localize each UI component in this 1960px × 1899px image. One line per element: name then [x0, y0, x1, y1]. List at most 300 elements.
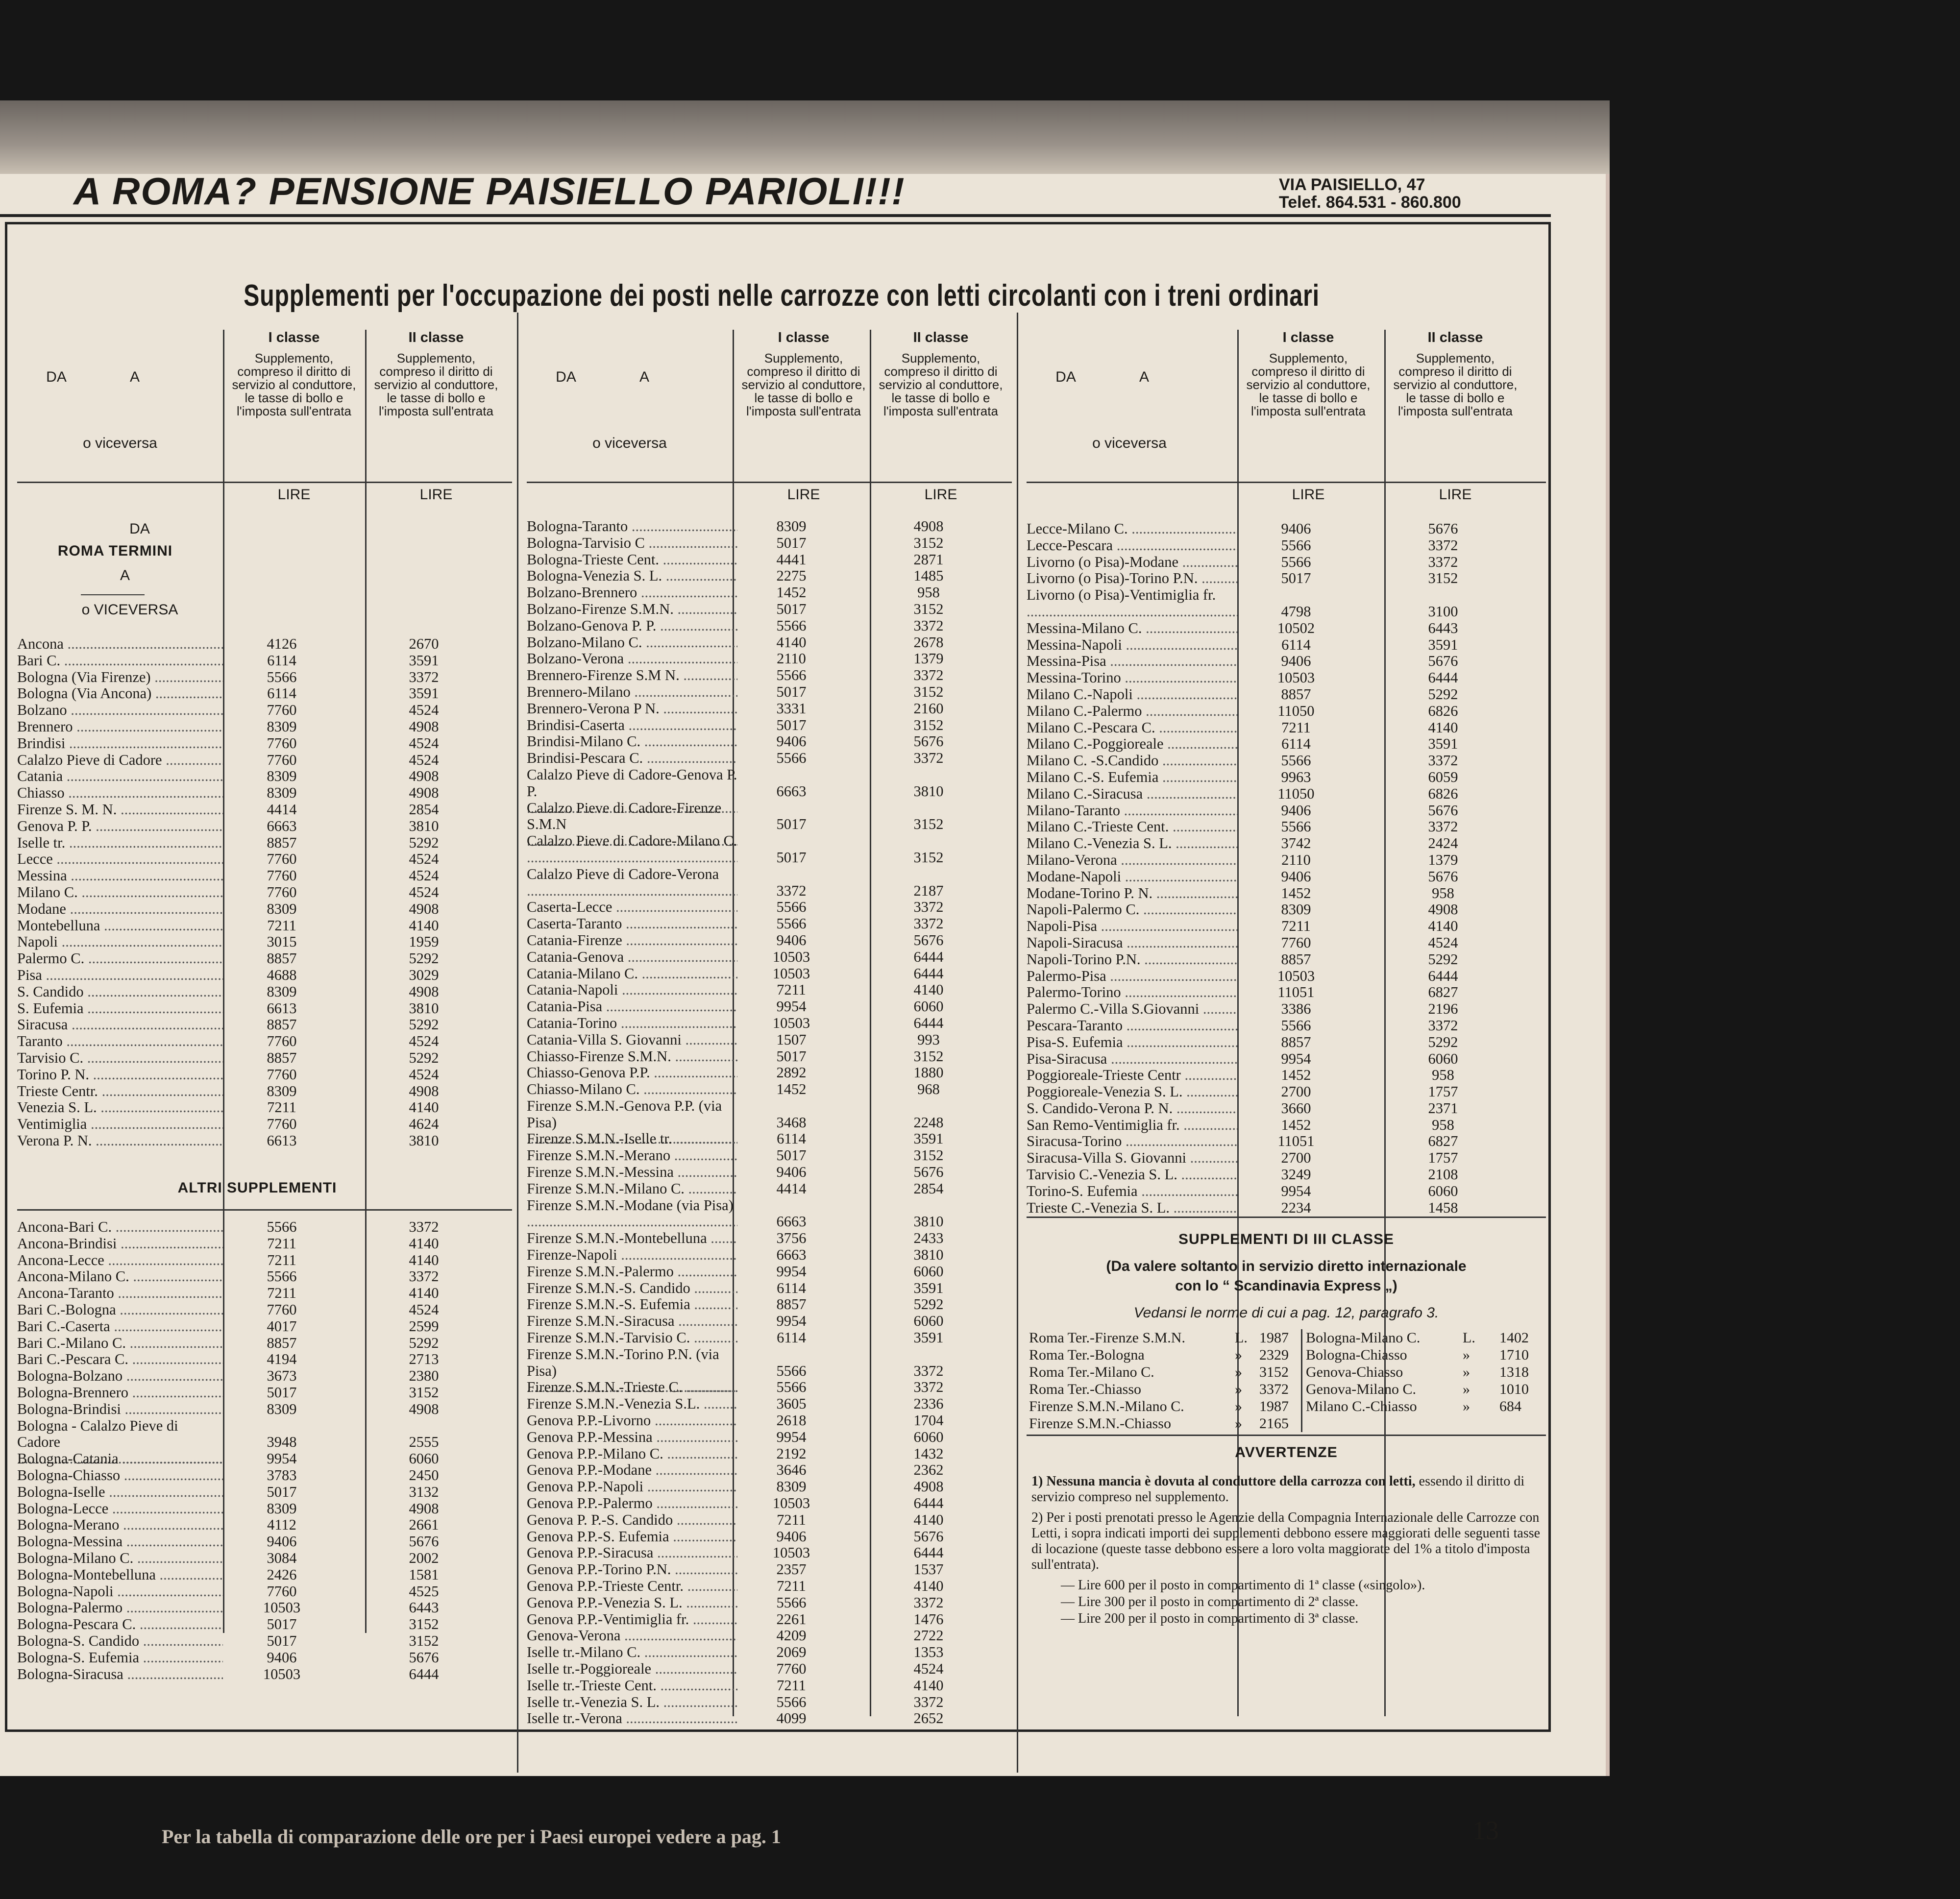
first-class-value: 3605 — [776, 1395, 807, 1412]
table-row — [17, 1116, 512, 1133]
route-name: San Remo-Ventimiglia fr. ..... — [1027, 1117, 1237, 1134]
table-row — [17, 1302, 512, 1318]
first-class-value: 8309 — [267, 768, 297, 785]
route-name: Napoli-Siracusa ..... — [1027, 935, 1237, 951]
table-row — [527, 518, 1012, 535]
route-name: Genova P.P.-Trieste Centr. ..... — [527, 1578, 737, 1595]
second-class-value: 5292 — [409, 1016, 439, 1033]
table-column-2 — [527, 518, 1012, 1727]
roma-rule — [81, 594, 145, 595]
currency: » — [1235, 1364, 1242, 1380]
table-row — [527, 1330, 1012, 1346]
table-row — [17, 1650, 512, 1666]
column-divider — [1017, 313, 1018, 1773]
second-class-value: 4908 — [913, 518, 944, 535]
route-name: Verona P. N. ..... — [17, 1133, 223, 1149]
table-row — [17, 1285, 512, 1302]
first-class-value: 11050 — [1277, 785, 1315, 802]
table-row — [527, 982, 1012, 998]
route-name: Iselle tr. ..... — [17, 835, 223, 852]
second-class-value: 3372 — [1428, 536, 1458, 554]
first-class-value: 4209 — [776, 1627, 807, 1644]
table-row — [1027, 1117, 1546, 1134]
first-class-value: 7211 — [1281, 719, 1311, 736]
header-da: DA — [556, 369, 576, 385]
second-class-value: 3591 — [1428, 735, 1458, 753]
table-row — [527, 1396, 1012, 1412]
table-row — [527, 1661, 1012, 1678]
warnings-body — [1031, 1474, 1541, 1628]
second-class-value: 958 — [1432, 884, 1454, 901]
third-class-value: 1710 — [1499, 1347, 1529, 1363]
table-row — [17, 1550, 512, 1567]
table-row — [527, 584, 1012, 601]
third-class-title: SUPPLEMENTI DI III CLASSE — [1178, 1231, 1395, 1247]
first-class-value: 5017 — [776, 534, 807, 551]
roma-termini: ROMA TERMINI — [57, 543, 173, 559]
first-class-value: 5566 — [776, 1594, 807, 1611]
second-class-value: 3810 — [913, 1246, 944, 1264]
second-class-value: 3372 — [913, 1594, 944, 1611]
first-class-value: 9406 — [776, 1528, 807, 1545]
header-a: A — [1139, 369, 1149, 385]
route-name: Milano C. ..... — [17, 884, 223, 901]
header-supplement-text-2: Supplemento, compreso il diritto di servizio al conduttore, le tasse di bollo e l'imposta sull'entrata — [374, 351, 498, 418]
route-name: Bologna-Trieste Cent. ..... — [527, 552, 737, 568]
second-class-value: 4140 — [913, 1677, 944, 1694]
table-row — [17, 1335, 512, 1352]
second-class-value: 3372 — [913, 667, 944, 684]
second-class-value: 3372 — [409, 1268, 439, 1285]
first-class-value: 5017 — [267, 1616, 297, 1633]
route-name: Iselle tr.-Venezia S. L. ..... — [527, 1694, 737, 1711]
route-name: Messina-Milano C. ..... — [1027, 620, 1237, 637]
first-class-value: 8309 — [267, 718, 297, 735]
table-row — [527, 1578, 1012, 1595]
second-class-value: 1880 — [913, 1064, 944, 1081]
third-class-row — [1029, 1346, 1298, 1363]
table-row — [1027, 554, 1546, 571]
second-class-value: 4140 — [409, 1285, 439, 1302]
route-name: Bologna-Milano C. — [1306, 1330, 1421, 1346]
route-name: Roma Ter.-Firenze S.M.N. — [1029, 1330, 1185, 1346]
route-name: Bologna-Bolzano ..... — [17, 1368, 223, 1385]
currency: » — [1463, 1347, 1470, 1363]
table-row — [527, 1081, 1012, 1098]
altri-table — [17, 1219, 512, 1682]
first-class-value: 9954 — [1281, 1050, 1311, 1067]
second-class-value: 4140 — [913, 1511, 944, 1528]
header-lire-2: LIRE — [1439, 487, 1472, 503]
second-class-value: 4524 — [409, 1033, 439, 1050]
second-class-value: 4524 — [409, 751, 439, 768]
route-name: Lecce-Pescara ..... — [1027, 537, 1237, 554]
route-name: Bologna-Brennero ..... — [17, 1385, 223, 1401]
table-row — [1027, 885, 1546, 902]
first-class-value: 6663 — [776, 782, 807, 800]
currency: » — [1463, 1398, 1470, 1414]
second-class-value: 2854 — [409, 801, 439, 818]
roma-da: DA — [129, 521, 150, 537]
second-class-value: 4140 — [913, 1578, 944, 1594]
second-class-value: 1485 — [913, 567, 944, 584]
route-name: Napoli ..... — [17, 934, 223, 950]
route-name: Trieste Centr. ..... — [17, 1083, 223, 1100]
second-class-value: 3591 — [1428, 636, 1458, 653]
first-class-value: 2110 — [1281, 851, 1311, 868]
second-class-value: 4908 — [409, 768, 439, 785]
route-name: Genova P. P.-S. Candido ..... — [527, 1512, 737, 1529]
second-class-value: 2854 — [913, 1180, 944, 1197]
first-class-value: 5566 — [776, 1362, 807, 1379]
first-class-value: 5566 — [267, 668, 297, 685]
table-row — [17, 1083, 512, 1100]
second-class-value: 2678 — [913, 633, 944, 651]
first-class-value: 4798 — [1281, 603, 1311, 620]
second-class-value: 6060 — [409, 1450, 439, 1467]
second-class-value: 4524 — [409, 867, 439, 884]
route-name: Firenze S.M.N.-Siracusa ..... — [527, 1313, 737, 1330]
first-class-value: 5566 — [776, 750, 807, 767]
route-name: Firenze S.M.N.-Tarvisio C. ..... — [527, 1330, 737, 1346]
third-class-row — [1306, 1381, 1546, 1398]
table-row — [17, 918, 512, 934]
table-row — [17, 1666, 512, 1683]
first-class-value: 5017 — [776, 1047, 807, 1065]
route-name: Bolzano-Firenze S.M.N. ..... — [527, 601, 737, 618]
route-name: Bologna-Brindisi ..... — [17, 1401, 223, 1418]
second-class-value: 3591 — [913, 1329, 944, 1346]
route-name: Bari C. ..... — [17, 653, 223, 669]
route-name: Roma Ter.-Bologna — [1029, 1347, 1145, 1363]
route-name: Montebelluna ..... — [17, 918, 223, 934]
first-class-value: 5566 — [1281, 752, 1311, 769]
table-row — [17, 934, 512, 950]
route-name: Poggioreale-Trieste Centr ..... — [1027, 1067, 1237, 1084]
route-name: Napoli-Palermo C. ..... — [1027, 901, 1237, 918]
third-class-value: 684 — [1499, 1398, 1521, 1414]
table-row — [527, 1595, 1012, 1611]
table-row — [17, 1099, 512, 1116]
table-row — [527, 1412, 1012, 1429]
header-second-class: II classe — [1427, 330, 1483, 345]
header-lire-1: LIRE — [1292, 487, 1325, 503]
route-name: Iselle tr.-Milano C. ..... — [527, 1644, 737, 1661]
table-row — [1027, 521, 1546, 537]
header-rule — [17, 482, 512, 483]
route-name: Brindisi ..... — [17, 735, 223, 752]
table-row — [527, 1561, 1012, 1578]
first-class-value: 5017 — [267, 1483, 297, 1500]
table-row — [1027, 819, 1546, 835]
first-class-value: 8857 — [1281, 685, 1311, 703]
route-name: Pisa ..... — [17, 967, 223, 984]
second-class-value: 5292 — [409, 834, 439, 851]
advert-street: VIA PAISIELLO, 47 — [1279, 175, 1425, 194]
roma-viceversa: o VICEVERSA — [81, 602, 178, 618]
table-row — [17, 1067, 512, 1083]
first-class-value: 7760 — [267, 1066, 297, 1083]
first-class-value: 5566 — [267, 1218, 297, 1235]
first-class-value: 4140 — [776, 633, 807, 651]
page-number: 13 — [1472, 1816, 1499, 1845]
altri-title: ALTRI SUPPLEMENTI — [177, 1180, 337, 1196]
route-name: Ancona-Milano C. ..... — [17, 1268, 223, 1285]
route-name: Calalzo Pieve di Cadore ..... — [17, 752, 223, 769]
second-class-value: 5676 — [1428, 868, 1458, 885]
first-class-value: 8309 — [267, 983, 297, 1000]
printed-page — [0, 100, 1610, 1848]
first-class-value: 5017 — [776, 600, 807, 617]
route-name: Bologna-S. Eufemia ..... — [17, 1650, 223, 1666]
second-class-value: 6826 — [1428, 702, 1458, 719]
header-lire-1: LIRE — [277, 487, 311, 503]
table-row — [1027, 653, 1546, 670]
third-class-subtitle-1: (Da valere soltanto in servizio diretto internazionale — [1106, 1258, 1467, 1274]
first-class-value: 3646 — [776, 1461, 807, 1479]
table-row — [1027, 1133, 1546, 1150]
second-class-value: 5292 — [1428, 685, 1458, 703]
column-divider — [517, 313, 518, 1773]
route-name: Firenze S.M.N.-Iselle tr. ..... — [527, 1131, 737, 1147]
warnings-title: AVVERTENZE — [1235, 1444, 1338, 1461]
second-class-value: 2371 — [1428, 1099, 1458, 1117]
second-class-value: 3810 — [409, 999, 439, 1017]
route-name: Milano C.-Pescara C. ..... — [1027, 720, 1237, 736]
second-class-value: 4524 — [409, 1066, 439, 1083]
table-row — [1027, 869, 1546, 885]
route-name: Pescara-Taranto ..... — [1027, 1018, 1237, 1034]
page-title: Supplementi per l'occupazione dei posti nelle carrozze con letti circolanti con i treni ordinari — [244, 279, 1320, 313]
table-row — [1027, 1150, 1546, 1167]
second-class-value: 958 — [1432, 1116, 1454, 1133]
first-class-value: 8857 — [267, 950, 297, 967]
table-row — [17, 1401, 512, 1418]
table-row — [17, 1583, 512, 1600]
first-class-value: 7760 — [267, 867, 297, 884]
route-name: Catania ..... — [17, 768, 223, 785]
first-class-value: 7211 — [267, 917, 296, 934]
currency: » — [1463, 1364, 1470, 1380]
table-row — [527, 601, 1012, 618]
route-name: Bolzano-Verona ..... — [527, 651, 737, 667]
first-class-value: 8857 — [267, 1334, 297, 1351]
first-class-value: 6663 — [267, 817, 297, 834]
header-first-class: I classe — [1282, 330, 1334, 345]
first-class-value: 6114 — [777, 1279, 806, 1296]
route-name: Firenze S.M.N.-S. Candido ..... — [527, 1280, 737, 1297]
table-row — [527, 1479, 1012, 1495]
first-class-value: 7760 — [776, 1660, 807, 1677]
first-class-value: 3660 — [1281, 1099, 1311, 1117]
header-da: DA — [1055, 369, 1076, 385]
route-name: Messina ..... — [17, 868, 223, 884]
second-class-value: 3372 — [913, 617, 944, 634]
route-name: Bologna-S. Candido ..... — [17, 1633, 223, 1650]
table-row — [527, 767, 1012, 800]
table-row — [527, 966, 1012, 982]
first-class-value: 8309 — [267, 900, 297, 917]
first-class-value: 10502 — [1277, 619, 1315, 636]
route-name: Calalzo Pieve di Cadore-Genova P. P. ..... — [527, 767, 737, 816]
table-row — [527, 1462, 1012, 1479]
route-name: Brennero-Milano ..... — [527, 684, 737, 701]
route-name: Genova P.P.-Ventimiglia fr. ..... — [527, 1611, 737, 1628]
table-row — [527, 535, 1012, 552]
second-class-value: 6060 — [913, 998, 944, 1015]
route-name: Tarvisio C.-Venezia S. L. ..... — [1027, 1167, 1237, 1183]
table-row — [17, 636, 512, 653]
second-class-value: 3372 — [913, 1693, 944, 1710]
table-row — [527, 1429, 1012, 1446]
third-class-row — [1029, 1398, 1298, 1415]
second-class-value: 3152 — [409, 1632, 439, 1649]
route-name: Brindisi-Milano C. ..... — [527, 733, 737, 750]
route-name: Ancona ..... — [17, 636, 223, 653]
first-class-value: 8309 — [1281, 901, 1311, 918]
route-name: Genova P.P.-Siracusa ..... — [527, 1545, 737, 1561]
route-name: Ancona-Brindisi ..... — [17, 1236, 223, 1252]
header-viceversa: o viceversa — [1092, 435, 1167, 451]
table-row — [527, 552, 1012, 568]
table-row — [527, 1529, 1012, 1545]
header-second-class: II classe — [913, 330, 969, 345]
first-class-value: 3249 — [1281, 1166, 1311, 1183]
second-class-value: 3152 — [913, 683, 944, 700]
second-class-value: 5292 — [1428, 1033, 1458, 1050]
route-name: Bolzano-Milano C. ..... — [527, 634, 737, 651]
header-supplement-text-1: Supplemento, compreso il diritto di servizio al conduttore, le tasse di bollo e l'imposta sull'entrata — [232, 351, 356, 418]
second-class-value: 3029 — [409, 966, 439, 983]
first-class-value: 5566 — [1281, 818, 1311, 835]
second-class-value: 3152 — [913, 849, 944, 866]
table-row — [527, 1710, 1012, 1727]
table-row — [17, 1501, 512, 1517]
second-class-value: 4525 — [409, 1582, 439, 1600]
second-class-value: 4524 — [409, 851, 439, 868]
table-row — [1027, 720, 1546, 736]
first-class-value: 4099 — [776, 1710, 807, 1727]
route-name: Messina-Torino ..... — [1027, 670, 1237, 686]
route-name: Brennero-Firenze S.M N. ..... — [527, 667, 737, 684]
table-row — [527, 949, 1012, 966]
third-class-right — [1306, 1329, 1546, 1415]
first-class-value: 1507 — [776, 1031, 807, 1048]
table-row — [1027, 935, 1546, 951]
second-class-value: 3591 — [913, 1130, 944, 1147]
table-row — [527, 1264, 1012, 1280]
second-class-value: 5676 — [1428, 520, 1458, 537]
page-edge — [0, 100, 1610, 174]
second-class-value: 3152 — [913, 534, 944, 551]
first-class-value: 3756 — [776, 1230, 807, 1247]
first-class-value: 9954 — [1281, 1182, 1311, 1199]
table-row — [17, 1467, 512, 1484]
route-name: Firenze-Napoli ..... — [527, 1247, 737, 1264]
warning-line: — Lire 600 per il posto in compartimento di 1ª classe («singolo»). — [1061, 1578, 1425, 1593]
second-class-value: 4908 — [409, 1500, 439, 1517]
route-name: Livorno (o Pisa)-Torino P.N. ..... — [1027, 570, 1237, 587]
route-name: Napoli-Torino P.N. ..... — [1027, 951, 1237, 968]
header-da: DA — [46, 369, 67, 385]
route-name: Firenze S.M.N.-Messina ..... — [527, 1164, 737, 1181]
table-row — [17, 1534, 512, 1550]
route-name: Catania-Milano C. ..... — [527, 966, 737, 982]
second-class-value: 4908 — [409, 1082, 439, 1099]
route-name: Milano C.-Poggioreale ..... — [1027, 736, 1237, 753]
first-class-value: 10503 — [263, 1665, 301, 1682]
route-name: Bologna-Palermo ..... — [17, 1600, 223, 1616]
table-row — [1027, 968, 1546, 985]
route-name: Genova-Verona ..... — [527, 1628, 737, 1644]
third-class-value: 1987 — [1259, 1330, 1289, 1346]
table-row — [17, 901, 512, 918]
first-class-value: 10503 — [772, 1495, 810, 1512]
second-class-value: 968 — [917, 1081, 940, 1098]
second-class-value: 3132 — [409, 1483, 439, 1500]
first-class-value: 2192 — [776, 1445, 807, 1462]
first-class-value: 5566 — [267, 1268, 297, 1285]
third-class-row — [1029, 1329, 1298, 1346]
first-class-value: 6114 — [777, 1130, 806, 1147]
route-name: Messina-Napoli ..... — [1027, 637, 1237, 654]
first-class-value: 4112 — [267, 1516, 296, 1534]
second-class-value: 1757 — [1428, 1083, 1458, 1100]
table-row — [527, 1197, 1012, 1231]
route-name: Venezia S. L. ..... — [17, 1099, 223, 1116]
roma-table — [17, 636, 512, 1149]
first-class-value: 8857 — [267, 1016, 297, 1033]
second-class-value: 3810 — [913, 782, 944, 800]
currency: » — [1463, 1381, 1470, 1397]
route-name: Bologna - Calalzo Pieve di Cadore ..... — [17, 1418, 223, 1467]
first-class-value: 8857 — [267, 1049, 297, 1066]
route-name: Siracusa ..... — [17, 1017, 223, 1033]
first-class-value: 3673 — [267, 1367, 297, 1385]
route-name: Roma Ter.-Chiasso — [1029, 1381, 1141, 1397]
currency: » — [1235, 1381, 1242, 1397]
route-name: S. Candido ..... — [17, 984, 223, 1000]
table-row — [17, 1351, 512, 1368]
route-name: Milano C.-S. Eufemia ..... — [1027, 769, 1237, 786]
first-class-value: 3084 — [267, 1549, 297, 1566]
route-name: Bologna-Lecce ..... — [17, 1501, 223, 1517]
first-class-value: 1452 — [776, 584, 807, 601]
route-name: Milano-Taranto ..... — [1027, 803, 1237, 819]
table-row — [17, 669, 512, 686]
table-row — [17, 835, 512, 852]
first-class-value: 8309 — [776, 518, 807, 535]
third-class-left — [1029, 1329, 1298, 1432]
route-name: Pisa-Siracusa ..... — [1027, 1051, 1237, 1068]
second-class-value: 3152 — [913, 716, 944, 733]
table-row — [527, 618, 1012, 634]
second-class-value: 4140 — [1428, 918, 1458, 935]
table-row — [17, 1050, 512, 1067]
route-name: Chiasso-Firenze S.M.N. ..... — [527, 1048, 737, 1065]
currency: » — [1235, 1347, 1242, 1363]
second-class-value: 2871 — [913, 551, 944, 568]
route-name: Calalzo Pieve di Cadore-Milano C. ..... — [527, 833, 737, 866]
table-row — [17, 984, 512, 1000]
header-viceversa: o viceversa — [592, 435, 667, 451]
third-class-row — [1306, 1346, 1546, 1363]
first-class-value: 7211 — [267, 1099, 296, 1116]
table-row — [1027, 786, 1546, 803]
second-class-value: 2433 — [913, 1230, 944, 1247]
second-class-value: 3372 — [1428, 1017, 1458, 1034]
first-class-value: 7211 — [777, 981, 806, 998]
